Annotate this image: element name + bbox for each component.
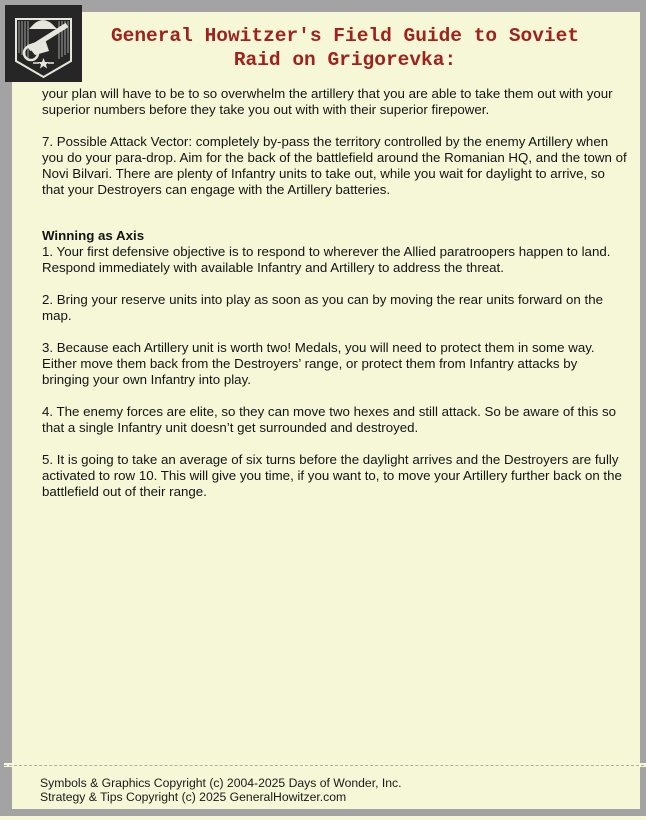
- guide-content: [42, 86, 627, 516]
- axis-tip-3: 3. Because each Artillery unit is worth two! Medals, you will need to protect them in some way. Either move them back from the Destroyers’ range, or protect them from Infantry attacks by bringing your own Infantry into play.: [42, 340, 595, 387]
- howitzer-emblem-icon: [5, 5, 82, 82]
- allies-tip-7: 7. Possible Attack Vector: completely by-pass the territory controlled by the enemy Artillery when you do your para-drop. Aim for the back of the battlefield around the Romanian HQ, and the town of Novi Bilvari. There are plenty of Infantry units to take out, while you wait for daylight to arrive, so that your Destroyers can engage with the Artillery batteries.: [42, 134, 627, 197]
- axis-tip-5: 5. It is going to take an average of six turns before the daylight arrives and the Destroyers are fully activated to row 10. This will give you time, if you want to, to move your Artillery further back on the battlefield out of their range.: [42, 452, 622, 499]
- axis-section-heading: Winning as Axis: [42, 228, 145, 243]
- title-line-2: Raid on Grigorevka:: [233, 49, 457, 71]
- allies-tip-continued: your plan will have to be to so overwhelm the artillery that you are able to take them out with your superior numbers before they take you out with with their superior firepower.: [42, 86, 613, 117]
- copyright-line-2: Strategy & Tips Copyright (c) 2025 GeneralHowitzer.com: [40, 790, 347, 804]
- copyright-footer: [40, 776, 402, 804]
- page-title: [90, 24, 600, 72]
- axis-tip-4: 4. The enemy forces are elite, so they can move two hexes and still attack. So be aware of this so that a single Infantry unit doesn’t get surrounded and destroyed.: [42, 404, 617, 435]
- copyright-line-1: Symbols & Graphics Copyright (c) 2004-2025 Days of Wonder, Inc.: [40, 776, 402, 790]
- axis-tip-2: 2. Bring your reserve units into play as soon as you can by moving the rear units forward on the map.: [42, 292, 603, 323]
- bottom-strip: [0, 816, 646, 820]
- axis-tip-1: 1. Your first defensive objective is to respond to wherever the Allied paratroopers happen to land. Respond immediately with available Infantry and Artillery to address the threat.: [42, 244, 611, 275]
- title-line-1: General Howitzer's Field Guide to Soviet: [110, 25, 580, 47]
- footer-divider: [4, 765, 644, 766]
